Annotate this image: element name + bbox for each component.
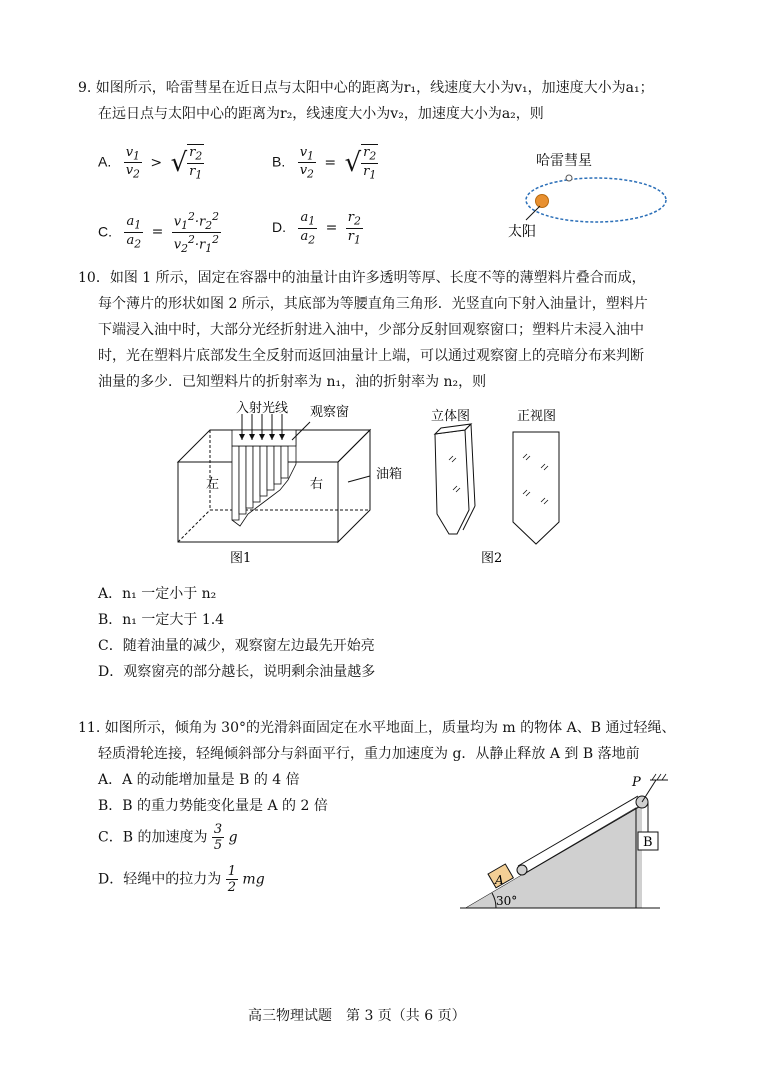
q10-option-c: C．随着油量的减少，观察窗左边最先开始亮	[98, 638, 375, 654]
left-label: 左	[206, 477, 220, 492]
q10-line3: 下端浸入油中时，大部分光经折射进入油中，少部分反射回观察窗口；塑料片未浸入油中	[98, 322, 644, 338]
q10-line4: 时，光在塑料片底部发生全反射而返回油量计上端，可以通过观察窗上的亮暗分布来判断	[98, 348, 644, 364]
q11-line2: 轻质滑轮连接，轻绳倾斜部分与斜面平行，重力加速度为 g．从静止释放 A 到 B 落地前	[98, 746, 640, 762]
option-label: C.	[98, 223, 112, 240]
q9-line1: 9. 如图所示，哈雷彗星在近日点与太阳中心的距离为r₁，线速度大小为v₁，加速度大小为a₁；	[78, 80, 654, 96]
option-d-denominator: 2	[227, 880, 236, 895]
q10-line2: 每个薄片的形状如图 2 所示，其底部为等腰直角三角形．光竖直向下射入油量计，塑料片	[98, 296, 648, 312]
option-c-numerator: 3	[213, 822, 223, 837]
q9-option-a: A. $\frac{v_1}{v_2}$ > √ $\frac{r_2}{r_1}$	[98, 144, 203, 182]
option-c-unit: g	[228, 829, 238, 846]
front-view-label: 正视图	[517, 409, 557, 424]
q11-option-a: A．A 的动能增加量是 B 的 4 倍	[98, 772, 300, 788]
q11-option-c	[98, 822, 238, 853]
q11-option-d	[98, 864, 265, 895]
page-footer: 高三物理试题 第 3 页（共 6 页）	[248, 1008, 466, 1024]
comet-icon	[566, 175, 572, 181]
q10-line1: 10．如图 1 所示，固定在容器中的油量计由许多透明等厚、长度不等的薄塑料片叠合而成，	[78, 270, 646, 286]
q9-option-d: D. $\frac{a_1}{a_2}$ = $\frac{r_2}{r_1}$	[272, 210, 361, 247]
fig1-caption: 图1	[230, 551, 252, 566]
incident-light-label: 入射光线	[236, 401, 289, 416]
option-c-text: C．B 的加速度为	[98, 829, 208, 846]
comet-label: 哈雷彗星	[536, 153, 592, 169]
stereo-view-label: 立体图	[431, 409, 471, 424]
option-c-denominator: 5	[213, 838, 223, 853]
q10-option-b: B．n₁ 一定大于 1.4	[98, 612, 225, 628]
option-label: D.	[272, 219, 286, 236]
q10-line5: 油量的多少．已知塑料片的折射率为 n₁，油的折射率为 n₂，则	[98, 374, 487, 390]
sun-icon	[536, 195, 549, 208]
option-d-text: D．轻绳中的拉力为	[98, 871, 222, 888]
q9-option-c: C. $\frac{a_1}{a_2}$ = $\frac{v_1^2\cdot r_2^2}{v_2^2\cdot r_1^2}$	[98, 210, 220, 255]
window-label: 观察窗	[310, 405, 350, 420]
oil-gauge-figure-1	[170, 400, 420, 570]
q10-option-a: A．n₁ 一定小于 n₂	[98, 586, 217, 602]
angle-label: 30°	[496, 894, 518, 908]
q9-option-b: B. $\frac{v_1}{v_2}$ = √ $\frac{r_2}{r_1}$	[272, 144, 377, 182]
option-d-unit: mg	[242, 871, 265, 888]
label-b: B	[643, 835, 653, 850]
sun-label: 太阳	[508, 224, 536, 240]
q10-option-d: D．观察窗亮的部分越长，说明剩余油量越多	[98, 664, 376, 680]
fig2-caption: 图2	[481, 551, 503, 566]
label-p: P	[632, 775, 641, 790]
tank-label: 油箱	[376, 467, 403, 482]
q9-line2: 在远日点与太阳中心的距离为r₂，线速度大小为v₂，加速度大小为a₂，则	[98, 106, 544, 122]
q11-line1: 11. 如图所示，倾角为 30°的光滑斜面固定在水平地面上，质量均为 m 的物体 A、B 通过轻绳、	[78, 720, 676, 736]
option-label: A.	[98, 153, 112, 170]
plate-figure-2	[425, 406, 575, 570]
label-a: A	[495, 873, 504, 887]
q11-option-b: B．B 的重力势能变化量是 A 的 2 倍	[98, 798, 328, 814]
option-label: B.	[272, 153, 286, 170]
option-d-numerator: 1	[227, 864, 236, 879]
comet-orbit-figure	[500, 148, 680, 248]
incline-pulley-figure	[460, 770, 670, 916]
right-label: 右	[310, 477, 324, 492]
